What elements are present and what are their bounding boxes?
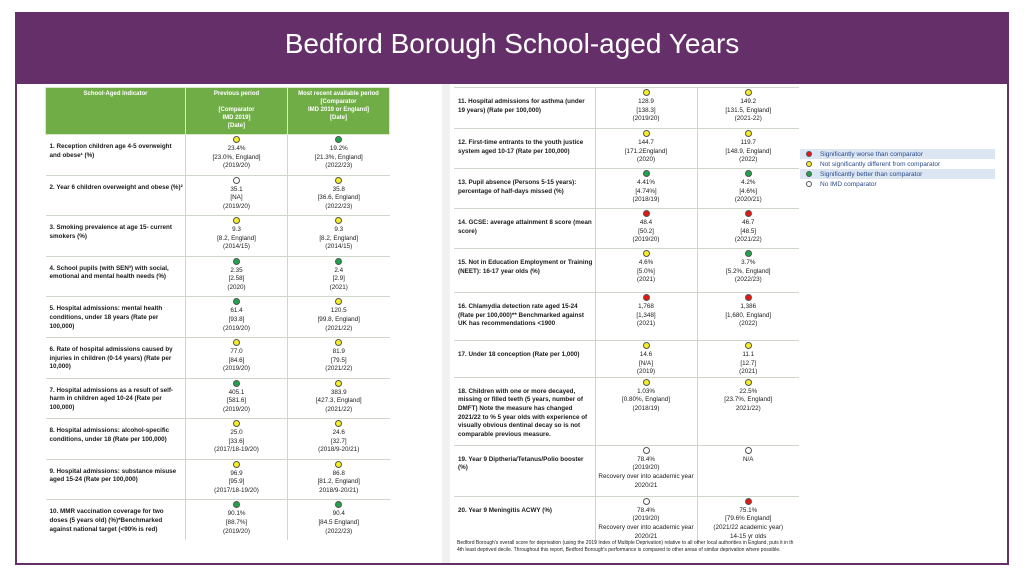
previous-period-cell <box>595 129 697 169</box>
indicator-label: 13. Pupil absence (Persons 5-15 years): percentage of half-days missed (%) <box>454 169 595 209</box>
legend-label: Not significantly different from comparator <box>820 160 941 168</box>
previous-value: 78.4% (2019/20) Recovery over into academic year 2020/21 <box>598 455 694 489</box>
left-indicator-table <box>45 87 390 540</box>
indicator-label: 15. Not in Education Employment or Training (NEET): 16-17 year olds (%) <box>454 249 595 293</box>
recent-value: 3.7% [5.2%, England] (2022/23) <box>726 259 771 284</box>
recent-period-cell <box>288 175 390 216</box>
status-legend <box>800 149 995 189</box>
recent-period-cell <box>697 249 799 293</box>
recent-value: 9.3 [8.2, England] (2014/15) <box>319 226 359 251</box>
previous-value: 25.0 [33.6] (2017/18-19/20) <box>214 429 259 454</box>
status-dot-icon <box>335 177 342 184</box>
previous-value: 61.4 [93.8] (2019/20) <box>223 307 250 332</box>
indicator-label: 16. Chlamydia detection rate aged 15-24 (Rate per 100,000)** Benchmarked against UK has recommendations <1900 <box>454 293 595 341</box>
recent-value: 120.5 [99.8, England] (2021/22) <box>317 307 360 332</box>
status-dot-icon <box>643 294 650 301</box>
indicator-label: 1. Reception children age 4-5 overweight and obese¹ (%) <box>46 135 186 176</box>
page-divider <box>442 84 450 563</box>
status-dot-icon <box>745 250 752 257</box>
recent-value: N/A <box>743 455 754 463</box>
indicator-label: 4. School pupils (with SEN³) with social, emotional and mental health needs (%) <box>46 256 186 297</box>
legend-item <box>800 159 995 169</box>
legend-item <box>800 169 995 179</box>
previous-period-cell <box>595 209 697 249</box>
indicator-label: 20. Year 9 Meningitis ACWY (%) <box>454 496 595 544</box>
status-dot-icon <box>745 498 752 505</box>
previous-period-cell <box>595 88 697 129</box>
status-dot-icon <box>335 298 342 305</box>
recent-value: 19.2% [21.3%, England] (2022/23) <box>314 145 363 170</box>
table-row <box>454 445 799 496</box>
previous-period-cell <box>186 297 288 338</box>
status-dot-icon <box>643 130 650 137</box>
status-dot-icon <box>643 210 650 217</box>
recent-period-cell <box>697 496 799 544</box>
recent-value: 383.9 [427.3, England] (2021/22) <box>315 388 362 413</box>
previous-period-cell <box>186 175 288 216</box>
status-dot-icon <box>335 461 342 468</box>
status-dot-icon <box>335 258 342 265</box>
table-row <box>454 88 799 129</box>
previous-period-cell <box>186 459 288 500</box>
recent-value: 119.7 [148.9, England] (2022) <box>725 139 772 164</box>
table-row <box>454 293 799 341</box>
status-dot-icon <box>233 258 240 265</box>
status-dot-icon <box>745 294 752 301</box>
previous-value: 128.9 [138.3] (2019/20) <box>632 98 660 123</box>
status-dot-icon <box>745 130 752 137</box>
legend-item <box>800 179 995 189</box>
status-dot-icon <box>233 136 240 143</box>
status-dot-icon <box>643 447 650 454</box>
previous-value: 4.6% [5.0%] (2021) <box>636 259 656 284</box>
previous-period-cell <box>595 377 697 445</box>
table-row <box>46 256 390 297</box>
table-row <box>454 341 799 378</box>
status-dot-icon <box>643 89 650 96</box>
right-indicator-table <box>454 87 799 544</box>
recent-period-cell <box>288 216 390 257</box>
indicator-label: 17. Under 18 conception (Rate per 1,000) <box>454 341 595 378</box>
indicator-label: 6. Rate of hospital admissions caused by injuries in children (0-14 years) (Rate per 10,000) <box>46 337 186 378</box>
table-row <box>46 378 390 419</box>
slide-content <box>17 84 1007 563</box>
table-row <box>454 496 799 544</box>
header-previous: Previous period [Comparator IMD 2019] [Date] <box>186 88 288 135</box>
recent-value: 11.1 [12.7] (2021) <box>739 351 758 376</box>
table-row <box>454 377 799 445</box>
previous-value: 35.1 [NA] (2019/20) <box>223 185 250 210</box>
header-recent: Most recent available period [Comparator IMD 2019 or England] [Date] <box>288 88 390 135</box>
status-dot-icon <box>806 171 812 177</box>
status-dot-icon <box>335 380 342 387</box>
recent-value: 90.4 [84.5 England] (2022/23) <box>318 510 360 535</box>
previous-period-cell <box>595 496 697 544</box>
deprivation-footnote: Bedford Borough's overall score for deprivation (using the 2019 Index of Multiple Deprivation) relative to all other local authorities in England, puts it in th 4th least deprived decile. Throughout this report, Bedford Borough's performance is compared to other areas of similar deprivation where possible. <box>457 540 794 554</box>
table-row <box>46 459 390 500</box>
recent-period-cell <box>697 293 799 341</box>
recent-value: 24.6 [32.7] (2018/9-20/21) <box>318 429 360 454</box>
recent-period-cell <box>288 297 390 338</box>
previous-value: 1.03% [0.80%, England] (2018/19) <box>622 387 670 412</box>
recent-value: 35.8 [36.6, England] (2022/23) <box>317 185 360 210</box>
previous-period-cell <box>595 249 697 293</box>
status-dot-icon <box>806 161 812 167</box>
previous-period-cell <box>186 378 288 419</box>
table-row <box>46 175 390 216</box>
recent-value: 86.8 [81.2, England] 2018/9-20/21) <box>317 469 360 494</box>
recent-period-cell <box>288 135 390 176</box>
status-dot-icon <box>335 420 342 427</box>
indicator-label: 2. Year 6 children overweight and obese (%)² <box>46 175 186 216</box>
previous-value: 14.6 [N/A] (2019) <box>636 351 656 376</box>
status-dot-icon <box>643 170 650 177</box>
previous-value: 48.4 [50.2] (2019/20) <box>632 219 660 244</box>
recent-period-cell <box>288 337 390 378</box>
previous-value: 23.4% [23.0%, England] (2019/20) <box>212 145 261 170</box>
indicator-label: 14. GCSE: average attainment 8 score (mean score) <box>454 209 595 249</box>
status-dot-icon <box>335 339 342 346</box>
previous-period-cell <box>186 256 288 297</box>
previous-value: 90.1% [88.7%] (2019/20) <box>223 510 250 535</box>
previous-period-cell <box>186 419 288 460</box>
indicator-label: 9. Hospital admissions: substance misuse aged 15-24 (Rate per 100,000) <box>46 459 186 500</box>
status-dot-icon <box>233 217 240 224</box>
previous-period-cell <box>186 135 288 176</box>
recent-value: 4.2% [4.6%] (2020/21) <box>734 179 762 204</box>
status-dot-icon <box>335 136 342 143</box>
status-dot-icon <box>335 501 342 508</box>
legend-label: Significantly worse than comparator <box>820 150 923 158</box>
previous-value: 96.9 [95.9] (2017/18-19/20) <box>214 469 259 494</box>
status-dot-icon <box>643 250 650 257</box>
status-dot-icon <box>233 501 240 508</box>
recent-value: 81.9 [79.5] (2021/22) <box>325 347 353 373</box>
table-row <box>454 249 799 293</box>
status-dot-icon <box>745 447 752 454</box>
status-dot-icon <box>745 379 752 386</box>
status-dot-icon <box>643 342 650 349</box>
table-row <box>46 135 390 176</box>
recent-period-cell <box>288 500 390 541</box>
indicator-label: 10. MMR vaccination coverage for two doses (5 years old) (%)*Benchmarked against national target (<90% is red) <box>46 500 186 541</box>
indicator-label: 3. Smoking prevalence at age 15- current smokers (%) <box>46 216 186 257</box>
indicator-label: 12. First-time entrants to the youth justice system aged 10-17 (Rate per 100,000) <box>454 129 595 169</box>
recent-value: 75.1% [79.6% England] (2021/22 academic year) 14-15 yr olds <box>713 506 784 540</box>
recent-value: 2.4 [2.9] (2021) <box>329 266 348 291</box>
status-dot-icon <box>233 461 240 468</box>
status-dot-icon <box>745 89 752 96</box>
previous-value: 78.4% (2019/20) Recovery over into academic year 2020/21 <box>598 506 694 540</box>
status-dot-icon <box>233 298 240 305</box>
recent-period-cell <box>288 419 390 460</box>
status-dot-icon <box>233 420 240 427</box>
recent-period-cell <box>697 377 799 445</box>
indicator-label: 7. Hospital admissions as a result of self-harm in children aged 10-24 (Rate per 100,000) <box>46 378 186 419</box>
status-dot-icon <box>643 379 650 386</box>
recent-value: 22.5% [23.7%, England] 2021/22) <box>724 387 773 412</box>
legend-label: No IMD comparator <box>820 180 877 188</box>
status-dot-icon <box>745 210 752 217</box>
recent-value: 149.2 [131.5, England] (2021-22) <box>725 98 772 123</box>
previous-period-cell <box>595 341 697 378</box>
previous-value: 405.1 [581.6] (2019/20) <box>223 388 250 413</box>
table-row <box>46 216 390 257</box>
previous-period-cell <box>595 169 697 209</box>
indicator-label: 8. Hospital admissions: alcohol-specific conditions, under 18 (Rate per 100,000) <box>46 419 186 460</box>
indicator-label: 19. Year 9 Diptheria/Tetanus/Polio booster (%) <box>454 445 595 496</box>
recent-value: 1,386 [1,680, England] (2022) <box>725 303 772 328</box>
previous-period-cell <box>186 216 288 257</box>
previous-value: 77.0 [84.6] (2019/20) <box>223 347 250 373</box>
status-dot-icon <box>745 342 752 349</box>
previous-period-cell <box>186 337 288 378</box>
recent-period-cell <box>288 256 390 297</box>
previous-value: 144.7 [171.2England] (2020) <box>624 139 668 164</box>
table-row <box>46 419 390 460</box>
previous-value: 1,768 [1,348] (2021) <box>636 303 656 328</box>
recent-period-cell <box>697 209 799 249</box>
indicator-label: 18. Children with one or more decayed, missing or filled teeth (5 years, number of DMFT) Note the measure has changed 2021/22 to % 5 year olds with experience of visually obvious dentinal decay so is not comparable previous measure. <box>454 377 595 445</box>
previous-value: 9.3 [8.2, England] (2014/15) <box>217 226 256 251</box>
recent-period-cell <box>288 378 390 419</box>
status-dot-icon <box>745 170 752 177</box>
status-dot-icon <box>806 151 812 157</box>
recent-period-cell <box>697 88 799 129</box>
recent-value: 46.7 [48.5] (2021/22) <box>734 219 762 244</box>
table-row <box>454 129 799 169</box>
legend-label: Significantly better than comparator <box>820 170 923 178</box>
previous-period-cell <box>595 293 697 341</box>
table-row <box>46 337 390 378</box>
status-dot-icon <box>335 217 342 224</box>
indicator-label: 5. Hospital admissions: mental health conditions, under 18 years (Rate per 100,000) <box>46 297 186 338</box>
table-row <box>454 209 799 249</box>
previous-value: 2.35 [2.58] (2020) <box>227 266 246 291</box>
recent-period-cell <box>697 445 799 496</box>
status-dot-icon <box>233 177 240 184</box>
page-title: Bedford Borough School-aged Years <box>284 28 740 59</box>
legend-item <box>800 149 995 159</box>
table-row <box>46 297 390 338</box>
status-dot-icon <box>233 339 240 346</box>
status-dot-icon <box>643 498 650 505</box>
previous-value: 4.41% [4.74%] (2018/19) <box>632 179 660 204</box>
indicator-label: 11. Hospital admissions for asthma (under 19 years) (Rate per 100,000) <box>454 88 595 129</box>
status-dot-icon <box>806 181 812 187</box>
table-row <box>46 500 390 541</box>
previous-period-cell <box>186 500 288 541</box>
recent-period-cell <box>697 129 799 169</box>
status-dot-icon <box>233 380 240 387</box>
previous-period-cell <box>595 445 697 496</box>
table-row <box>454 169 799 209</box>
recent-period-cell <box>697 341 799 378</box>
header-indicator: School-Aged Indicator <box>46 88 186 135</box>
recent-period-cell <box>697 169 799 209</box>
recent-period-cell <box>288 459 390 500</box>
